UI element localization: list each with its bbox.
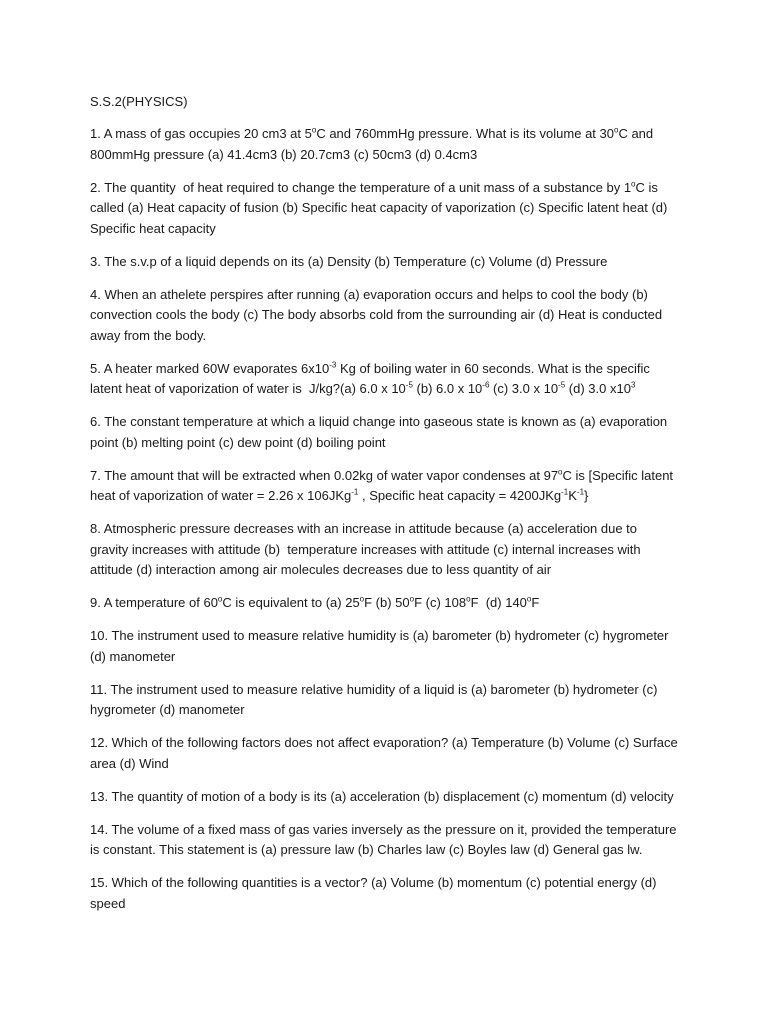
question-8: 8. Atmospheric pressure decreases with an increase in attitude because (a) acceleration due to gravity increases with attitude (b) temperature increases with attitude (c) internal increases with attitude (d) interaction among air molecules decreases due to less quantity of air bbox=[90, 521, 641, 577]
question-6: 6. The constant temperature at which a liquid change into gaseous state is known as (a) evaporation point (b) melting point (c) dew point (d) boiling point bbox=[90, 414, 668, 450]
question-15: 15. Which of the following quantities is a vector? (a) Volume (b) momentum (c) potential energy (d) speed bbox=[90, 875, 657, 911]
question-13: 13. The quantity of motion of a body is its (a) acceleration (b) displacement (c) momentum (d) velocity bbox=[90, 788, 674, 804]
question-7: 7. The amount that will be extracted when 0.02kg of water vapor condenses at 97$^o$C is [Specific latent heat of vaporization of water = 2.26 x 106JKg$^{-1}$ , Specific heat capacity = $4200JKg^{-1}K^{-1}$} bbox=[90, 467, 674, 503]
question-4: 4. When an athelete perspires after running (a) evaporation occurs and helps to cool the body (b) convection cools the body (c) The body absorbs cold from the surrounding air (d) Heat is conducted away from the body. bbox=[90, 286, 663, 343]
question-2: 2. The quantity of heat required to change the temperature of a unit mass of a substance by 1$^o$C is called (a) Heat capacity of fusion (b) Specific heat capacity of vaporization (c) Specific latent heat (d) Specific heat capacity bbox=[90, 179, 668, 236]
question-12: 12. Which of the following factors does not affect evaporation? (a) Temperature (b) Volume (c) Surface area (d) Wind bbox=[90, 735, 678, 771]
question-1: 1. A mass of gas occupies 20 cm3 at 5$^o$C and 760mmHg pressure. What is its volume at 30$^o$C and 800mmHg pressure (a) 41.4cm3 (b) 20.7cm3 (c) 50cm3 (d) 0.4cm3 bbox=[90, 125, 654, 162]
question-10: 10. The instrument used to measure relative humidity is (a) barometer (b) hydrometer (c) hygrometer (d) manometer bbox=[90, 628, 669, 664]
question-3: 3. The s.v.p of a liquid depends on its (a) Density (b) Temperature (c) Volume (d) Pressure bbox=[90, 253, 608, 269]
question-14: 14. The volume of a fixed mass of gas varies inversely as the pressure on it, provided the temperature is constant. This statement is (a) pressure law (b) Charles law (c) Boyles law (d) General gas lw. bbox=[90, 821, 677, 857]
question-9: 9. A temperature of 60$^o$C is equivalent to (a) 25$^o$F (b) 50$^o$F (c) 108$^o$F (d) 140$^o$F bbox=[90, 594, 540, 610]
question-11: 11. The instrument used to measure relative humidity of a liquid is (a) barometer (b) hydrometer (c) hygrometer (d) manometer bbox=[90, 681, 658, 717]
question-5: 5. A heater marked 60W evaporates $6x10^{-3}$ Kg of boiling water in 60 seconds. What is the specific latent heat of vaporization of water is J/kg?(a) 6.0 x $10^{-5}$ (b) 6.0 x $10^{-6}$ (c) 3.0 x $10^{-5}$ (d) 3.0 $x10^3$ bbox=[90, 360, 650, 396]
document-heading: S.S.2(PHYSICS) bbox=[90, 94, 188, 109]
question-list bbox=[90, 124, 678, 914]
